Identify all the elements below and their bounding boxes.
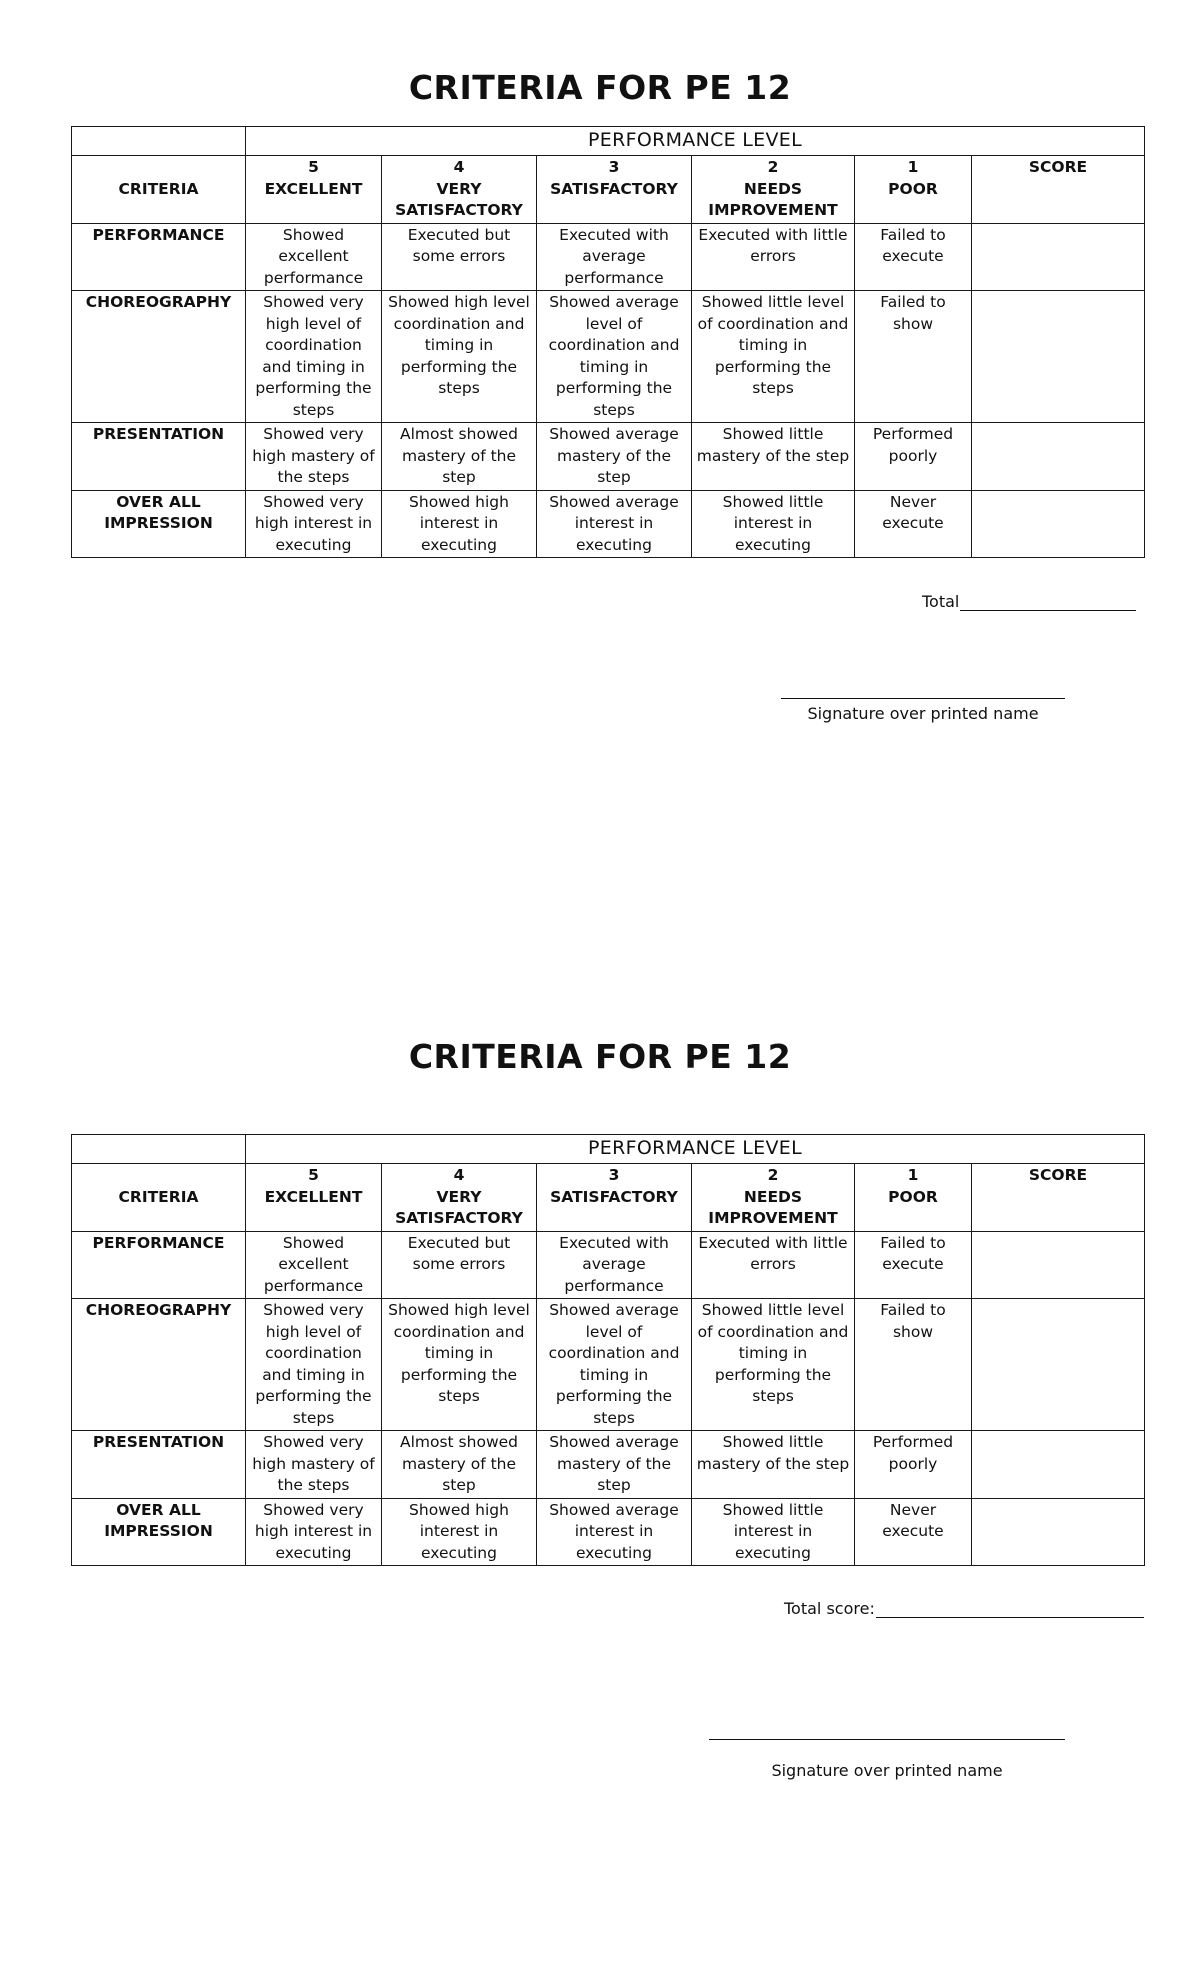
rubric-cell: Executed but some errors xyxy=(382,223,537,291)
level-name: POOR xyxy=(888,1187,938,1206)
rubric-cell: Showed very high interest in executing xyxy=(246,1498,382,1566)
rubric-cell: Showed high interest in executing xyxy=(382,1498,537,1566)
table-row xyxy=(72,291,1145,423)
criterion-label: OVER ALL IMPRESSION xyxy=(72,490,246,558)
blank-cell xyxy=(72,1135,246,1164)
level-number: 2 xyxy=(767,1166,779,1184)
score-cell[interactable] xyxy=(972,423,1145,491)
rubric-cell: Never execute xyxy=(855,1498,972,1566)
criteria-header: CRITERIA xyxy=(72,1164,246,1232)
rubric-cell: Showed very high level of coordination and timing in performing the steps xyxy=(246,1299,382,1431)
criterion-label: CHOREOGRAPHY xyxy=(72,291,246,423)
rubric-cell: Showed average interest in executing xyxy=(537,1498,692,1566)
level-header-5 xyxy=(246,1164,382,1232)
rubric-cell: Showed average interest in executing xyxy=(537,490,692,558)
performance-level-header: PERFORMANCE LEVEL xyxy=(246,1135,1145,1164)
level-header-4 xyxy=(382,1164,537,1232)
total-blank-line[interactable] xyxy=(876,1600,1144,1618)
level-header-row xyxy=(72,1164,1145,1232)
rubric-cell: Executed with little errors xyxy=(692,223,855,291)
rubric-cell: Showed little level of coordination and timing in performing the steps xyxy=(692,1299,855,1431)
rubric-cell: Showed little level of coordination and timing in performing the steps xyxy=(692,291,855,423)
signature-label: Signature over printed name xyxy=(771,1761,1003,1780)
criterion-label: CHOREOGRAPHY xyxy=(72,1299,246,1431)
performance-level-header: PERFORMANCE LEVEL xyxy=(246,127,1145,156)
rubric-cell: Showed high level coordination and timing in performing the steps xyxy=(382,291,537,423)
rubric-cell: Showed very high mastery of the steps xyxy=(246,1431,382,1499)
table-row xyxy=(72,423,1145,491)
total-score-field[interactable] xyxy=(784,1599,1144,1618)
level-name: EXCELLENT xyxy=(264,1187,363,1206)
criteria-header: CRITERIA xyxy=(72,156,246,224)
level-name: NEEDS IMPROVEMENT xyxy=(708,179,838,219)
score-header: SCORE xyxy=(972,1164,1145,1232)
rubric-cell: Almost showed mastery of the step xyxy=(382,423,537,491)
rubric-cell: Failed to show xyxy=(855,291,972,423)
rubric-cell: Performed poorly xyxy=(855,1431,972,1499)
score-cell[interactable] xyxy=(972,490,1145,558)
level-name: NEEDS IMPROVEMENT xyxy=(708,1187,838,1227)
page-title: CRITERIA FOR PE 12 xyxy=(408,1037,792,1076)
rubric-cell: Almost showed mastery of the step xyxy=(382,1431,537,1499)
rubric-cell: Showed excellent performance xyxy=(246,1231,382,1299)
level-header-1 xyxy=(855,156,972,224)
rubric-cell: Executed with little errors xyxy=(692,1231,855,1299)
signature-label: Signature over printed name xyxy=(807,704,1039,723)
rubric-cell: Showed high interest in executing xyxy=(382,490,537,558)
blank-cell xyxy=(72,127,246,156)
score-cell[interactable] xyxy=(972,291,1145,423)
table-row xyxy=(72,1498,1145,1566)
level-number: 5 xyxy=(308,158,319,176)
level-name: SATISFACTORY xyxy=(550,1187,678,1206)
total-blank-line[interactable] xyxy=(960,593,1136,611)
level-header-4 xyxy=(382,156,537,224)
rubric-cell: Failed to show xyxy=(855,1299,972,1431)
rubric-cell: Showed average mastery of the step xyxy=(537,423,692,491)
table-row xyxy=(72,490,1145,558)
rubric-cell: Failed to execute xyxy=(855,1231,972,1299)
table-row xyxy=(72,1231,1145,1299)
rubric-cell: Showed little mastery of the step xyxy=(692,1431,855,1499)
table-row xyxy=(72,1431,1145,1499)
score-cell[interactable] xyxy=(972,1231,1145,1299)
page-title: CRITERIA FOR PE 12 xyxy=(408,68,792,107)
rubric-cell: Showed high level coordination and timing in performing the steps xyxy=(382,1299,537,1431)
total-field[interactable] xyxy=(922,592,1136,611)
rubric-cell: Never execute xyxy=(855,490,972,558)
score-cell[interactable] xyxy=(972,223,1145,291)
rubric-table xyxy=(71,1134,1145,1566)
level-header-1 xyxy=(855,1164,972,1232)
level-number: 3 xyxy=(608,1166,620,1184)
criterion-label: PRESENTATION xyxy=(72,1431,246,1499)
rubric-cell: Showed excellent performance xyxy=(246,223,382,291)
level-header-row xyxy=(72,156,1145,224)
rubric-cell: Showed very high mastery of the steps xyxy=(246,423,382,491)
score-cell[interactable] xyxy=(972,1299,1145,1431)
performance-level-row xyxy=(72,127,1145,156)
level-number: 4 xyxy=(453,1166,465,1184)
level-header-3 xyxy=(537,1164,692,1232)
level-name: VERY SATISFACTORY xyxy=(395,179,523,219)
rubric-cell: Performed poorly xyxy=(855,423,972,491)
level-header-5 xyxy=(246,156,382,224)
table-row xyxy=(72,1299,1145,1431)
rubric-cell: Executed but some errors xyxy=(382,1231,537,1299)
rubric-cell: Showed little interest in executing xyxy=(692,1498,855,1566)
table-row xyxy=(72,223,1145,291)
score-header: SCORE xyxy=(972,156,1145,224)
rubric-cell: Executed with average performance xyxy=(537,223,692,291)
level-header-2 xyxy=(692,156,855,224)
performance-level-row xyxy=(72,1135,1145,1164)
rubric-cell: Showed very high level of coordination and timing in performing the steps xyxy=(246,291,382,423)
rubric-cell: Showed little mastery of the step xyxy=(692,423,855,491)
level-header-3 xyxy=(537,156,692,224)
criterion-label: OVER ALL IMPRESSION xyxy=(72,1498,246,1566)
rubric-cell: Executed with average performance xyxy=(537,1231,692,1299)
rubric-cell: Showed very high interest in executing xyxy=(246,490,382,558)
signature-line[interactable] xyxy=(709,1739,1065,1740)
score-cell[interactable] xyxy=(972,1498,1145,1566)
level-name: SATISFACTORY xyxy=(550,179,678,198)
rubric-cell: Showed average level of coordination and timing in performing the steps xyxy=(537,291,692,423)
rubric-cell: Showed average mastery of the step xyxy=(537,1431,692,1499)
level-number: 2 xyxy=(767,158,779,176)
total-score-label: Total score: xyxy=(784,1599,875,1618)
level-name: EXCELLENT xyxy=(264,179,363,198)
criterion-label: PERFORMANCE xyxy=(72,1231,246,1299)
rubric-cell: Showed little interest in executing xyxy=(692,490,855,558)
level-name: POOR xyxy=(888,179,938,198)
rubric-table xyxy=(71,126,1145,558)
level-number: 1 xyxy=(907,1166,919,1184)
rubric-cell: Failed to execute xyxy=(855,223,972,291)
total-label: Total xyxy=(922,592,960,611)
criterion-label: PERFORMANCE xyxy=(72,223,246,291)
level-number: 5 xyxy=(308,1166,319,1184)
level-number: 1 xyxy=(907,158,919,176)
level-name: VERY SATISFACTORY xyxy=(395,1187,523,1227)
level-number: 4 xyxy=(453,158,465,176)
rubric-cell: Showed average level of coordination and timing in performing the steps xyxy=(537,1299,692,1431)
level-number: 3 xyxy=(608,158,620,176)
score-cell[interactable] xyxy=(972,1431,1145,1499)
level-header-2 xyxy=(692,1164,855,1232)
criterion-label: PRESENTATION xyxy=(72,423,246,491)
signature-line[interactable] xyxy=(781,698,1065,699)
